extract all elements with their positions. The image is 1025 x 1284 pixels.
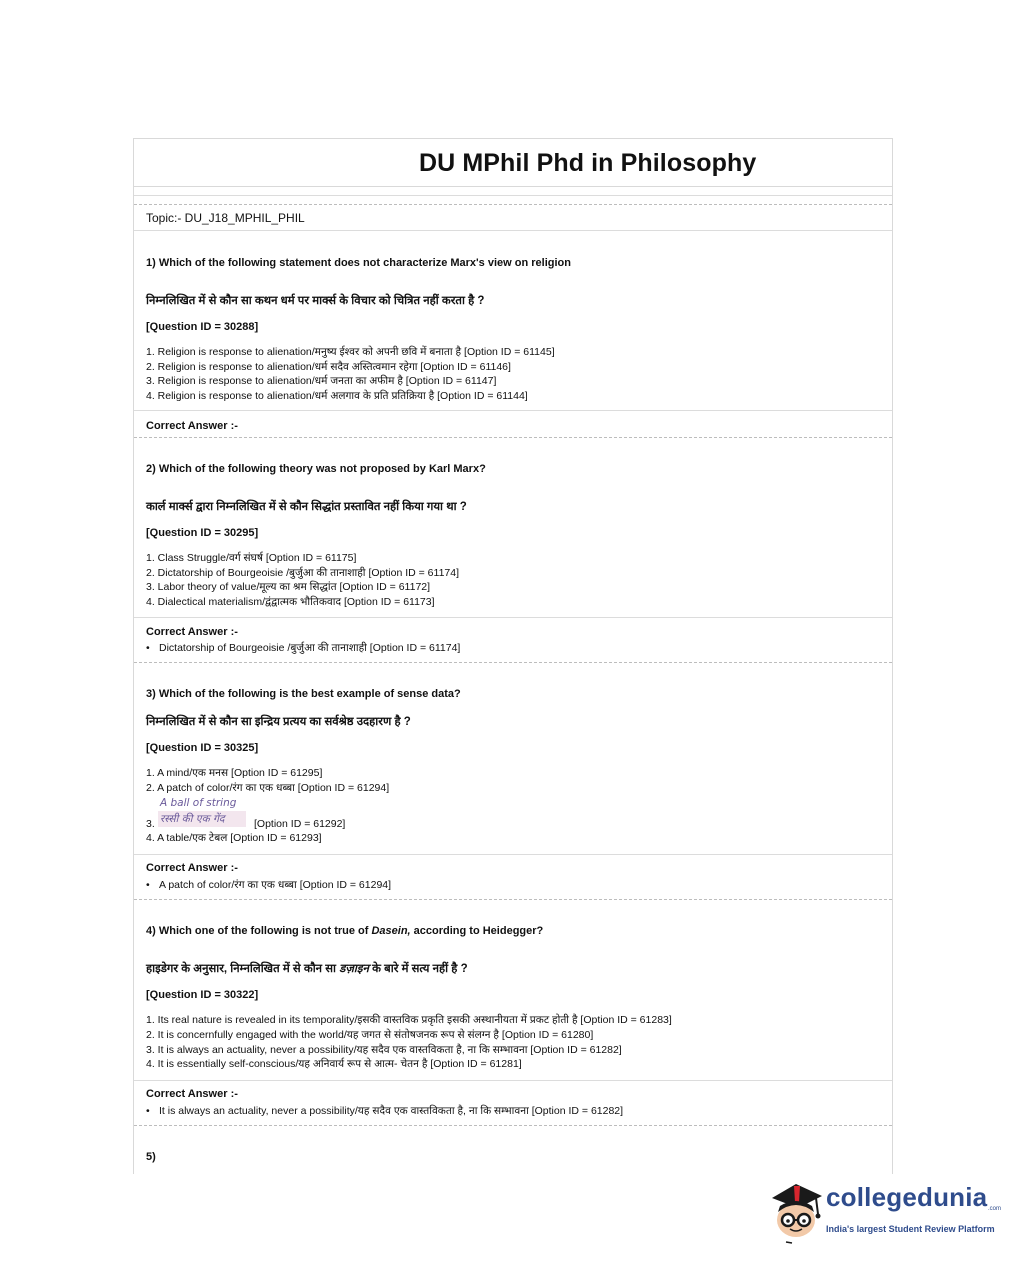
divider (134, 617, 892, 618)
question-1-correct-label: Correct Answer :- (146, 420, 238, 432)
question-4-option-2: 2. It is concernfully engaged with the world/यह जगत से संतोषजनक रूप से संलग्न है [Option ID = 61280] (146, 1029, 594, 1041)
document-frame (133, 138, 893, 1174)
question-4-text (146, 924, 543, 938)
divider (134, 899, 892, 900)
question-4-correct-label: Correct Answer :- (146, 1088, 238, 1100)
question-4-answer: • It is always an actuality, never a possibility/यह सदैव एक वास्तविकता है, ना कि सम्भावना [Option ID = 61282] (146, 1104, 623, 1118)
topic-label: Topic:- DU_J18_MPHIL_PHIL (146, 211, 305, 225)
question-3-hindi: निम्नलिखित में से कौन सा इन्द्रिय प्रत्यय का सर्वश्रेष्ठ उदहारण है ? (146, 716, 411, 728)
question-4-hindi (146, 962, 468, 976)
question-3-option-4: 4. A table/एक टेबल [Option ID = 61293] (146, 832, 322, 844)
question-3-option-3-number: 3. (146, 818, 155, 830)
question-2-text: 2) Which of the following theory was not proposed by Karl Marx? (146, 463, 486, 475)
question-3-option-3-id: [Option ID = 61292] (254, 818, 346, 830)
question-1-option-2: 2. Religion is response to alienation/धर्म सदैव अस्तित्वमान रहेगा [Option ID = 61146] (146, 361, 511, 373)
question-2-answer: • Dictatorship of Bourgeoisie /बुर्जुआ की तानाशाही [Option ID = 61174] (146, 641, 460, 655)
question-3-option-1: 1. A mind/एक मनस [Option ID = 61295] (146, 767, 323, 779)
divider (134, 195, 892, 196)
question-5-number: 5) (146, 1151, 156, 1163)
question-2-option-3: 3. Labor theory of value/मूल्य का श्रम सिद्धांत [Option ID = 61172] (146, 581, 431, 593)
divider (134, 854, 892, 855)
question-4-hindi-part: के बारे में सत्य नहीं है ? (368, 963, 468, 975)
divider (134, 204, 892, 205)
question-4-hindi-dasein: डज़ाइन (339, 963, 369, 975)
collegedunia-logo[interactable] (766, 1176, 1006, 1246)
question-2-option-2: 2. Dictatorship of Bourgeoisie /बुर्जुआ की तानाशाही [Option ID = 61174] (146, 567, 460, 579)
question-2-correct-label: Correct Answer :- (146, 626, 238, 638)
question-3-id: [Question ID = 30325] (146, 742, 259, 754)
logo-tagline: India's largest Student Review Platform (826, 1224, 995, 1234)
question-4-text-part: according to Heidegger? (410, 925, 544, 937)
divider (134, 410, 892, 411)
divider (134, 437, 892, 438)
question-1-id: [Question ID = 30288] (146, 321, 259, 333)
divider (134, 1080, 892, 1081)
mascot-icon (766, 1176, 824, 1246)
question-2-hindi: कार्ल मार्क्स द्वारा निम्नलिखित में से कौन सिद्धांत प्रस्तावित नहीं किया गया था ? (146, 501, 467, 513)
divider (134, 1125, 892, 1126)
question-4-text-part: 4) Which one of the following is not true of (146, 925, 372, 937)
question-1-option-1: 1. Religion is response to alienation/मनुष्य ईश्वर को अपनी छवि में बनाता है [Option ID = 61145] (146, 346, 555, 358)
handwritten-option-3-english: A ball of string (160, 797, 237, 809)
question-2-option-4: 4. Dialectical materialism/द्वंद्वात्मक भौतिकवाद [Option ID = 61173] (146, 596, 435, 608)
question-3-correct-label: Correct Answer :- (146, 862, 238, 874)
title-row (134, 139, 892, 187)
question-4-dasein: Dasein, (371, 925, 411, 937)
logo-domain: .com (988, 1206, 1002, 1212)
question-4-id: [Question ID = 30322] (146, 989, 259, 1001)
question-3-answer: • A patch of color/रंग का एक धब्बा [Option ID = 61294] (146, 878, 391, 892)
question-4-option-4: 4. It is essentially self-conscious/यह अनिवार्य रूप से आत्म- चेतन है [Option ID = 61281] (146, 1058, 522, 1070)
question-3-option-2: 2. A patch of color/रंग का एक धब्बा [Option ID = 61294] (146, 782, 390, 794)
page-title: DU MPhil Phd in Philosophy (419, 149, 757, 177)
logo-wordmark: collegedunia (826, 1182, 988, 1212)
divider (134, 662, 892, 663)
question-1-text: 1) Which of the following statement does not characterize Marx's view on religion (146, 257, 571, 269)
divider (134, 230, 892, 231)
question-1-option-4: 4. Religion is response to alienation/धर्म अलगाव के प्रति प्रतिक्रिया है [Option ID = 61144] (146, 390, 528, 402)
handwritten-option-3-hindi: रस्सी की एक गेंद (160, 813, 225, 825)
question-4-option-3: 3. It is always an actuality, never a possibility/यह सदैव एक वास्तविकता है, ना कि सम्भावना [Option ID = 61282] (146, 1044, 622, 1056)
question-1-option-3: 3. Religion is response to alienation/धर्म जनता का अफीम है [Option ID = 61147] (146, 375, 497, 387)
question-2-option-1: 1. Class Struggle/वर्ग संघर्ष [Option ID = 61175] (146, 552, 357, 564)
question-2-id: [Question ID = 30295] (146, 527, 259, 539)
question-1-hindi: निम्नलिखित में से कौन सा कथन धर्म पर मार्क्स के विचार को चित्रित नहीं करता है ? (146, 295, 485, 307)
question-4-hindi-part: हाइडेगर के अनुसार, निम्नलिखित में से कौन सा (146, 963, 340, 975)
question-3-text: 3) Which of the following is the best example of sense data? (146, 688, 461, 700)
question-4-option-1: 1. Its real nature is revealed in its temporality/इसकी वास्तविक प्रकृति इसकी अस्थानीयता में प्रकट होती है [Option ID = 61283] (146, 1014, 672, 1026)
